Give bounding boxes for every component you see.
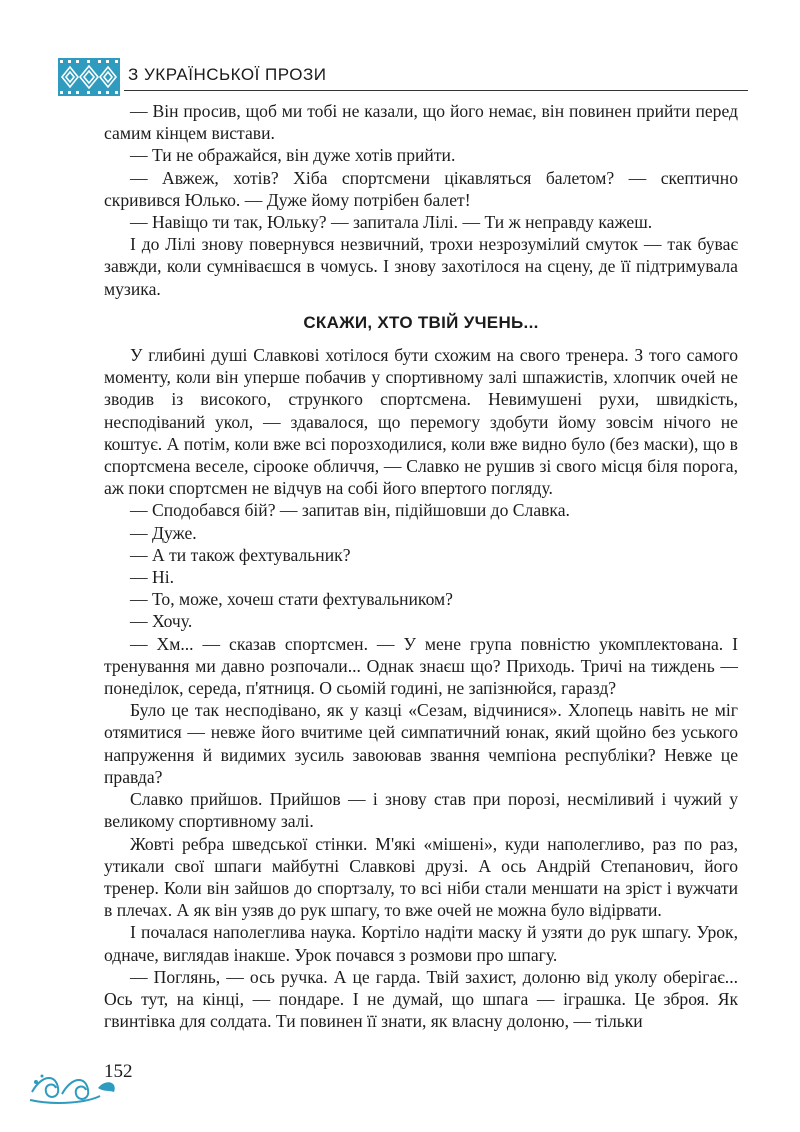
header-divider: [124, 90, 748, 91]
paragraph: І почалася наполеглива наука. Кортіло надіти маску й узяти до рук шпагу. Урок, одначе, виглядав інакше. Урок почався з розмови про шпагу.: [104, 922, 738, 965]
paragraph: — А ти також фехтувальник?: [130, 544, 351, 565]
paragraph: — Ні.: [130, 567, 174, 588]
paragraph: Було це так несподівано, як у казці «Сезам, відчинися». Хлопець навіть не міг отямитися — невже його вчитиме цей симпатичний юнак, який щойно без уського напруження й видимих зусиль завоював звання чемпіона республіки? Невже це правда?: [104, 700, 738, 787]
paragraph: — Сподобався бій? — запитав він, підійшовши до Славка.: [130, 500, 570, 521]
paragraph: — Поглянь, — ось ручка. А це гарда. Твій захист, долоню від уколу оберігає... Ось тут, на кінці, — пондаре. І не думай, що шпага — іграшка. Це зброя. Як гвинтівка для солдата. Ти повинен її знати, як власну долоню, — тільки: [104, 966, 738, 1032]
paragraph: — Хм... — сказав спортсмен. — У мене група повністю укомплектована. І тренування ми давно розпочали... Однак знаєш що? Приходь. Тричі на тиждень — понеділок, середа, п'ятниця. О сьомій годині, не запізнюйся, гаразд?: [104, 633, 738, 699]
paragraph: Славко прийшов. Прийшов — і знову став при порозі, несміливий і чужий у великому спортивному залі.: [104, 789, 738, 832]
paragraph: — То, може, хочеш стати фехтувальником?: [130, 589, 453, 610]
paragraph: — Навіщо ти так, Юльку? — запитала Лілі. — Ти ж неправду кажеш.: [130, 212, 653, 233]
embroidery-ornament-icon: [58, 58, 120, 96]
paragraph: І до Лілі знову повернувся незвичний, трохи незрозумілий смуток — так буває завжди, коли сумніваєшся в чомусь. І знову захотілося на сцену, де її підтримувала музика.: [104, 234, 738, 299]
paragraph: — Він просив, щоб ми тобі не казали, що його немає, він повинен прийти перед самим кінцем вистави.: [104, 101, 738, 144]
paragraph: — Дуже.: [130, 522, 197, 543]
paragraph: — Авжеж, хотів? Хіба спортсмени цікавляться балетом? — скептично скривився Юлько. — Дуже йому потрібен балет!: [104, 167, 738, 210]
paragraph: — Хочу.: [130, 611, 193, 632]
paragraph: У глибині душі Славкові хотілося бути схожим на свого тренера. З того самого моменту, коли він уперше побачив у спортивному залі шпажистів, хлопчик очей не зводив із високого, стрункого спортсмена. Невимушені рухи, швидкість, несподіваний укол, — здавалося, що перемогу здобути йому зовсім нічого не коштує. А потім, коли вже всі порозходилися, коли вже видно було (без маски), що в спортсмена веселе, сіроокe обличчя, — Славко не рушив зі свого місця біля порога, аж поки спортсмен не відчув на собі його впертого погляду.: [104, 345, 738, 499]
section-title: З УКРАЇНСЬКОЇ ПРОЗИ: [128, 65, 327, 84]
paragraph: — Ти не ображайся, він дуже хотів прийти.: [130, 145, 456, 166]
paragraph: Жовті ребра шведської стінки. М'які «мішені», куди наполегливо, раз по раз, утикали свої шпаги майбутні Славкові друзі. А ось Андрій Степанович, його тренер. Коли він зайшов до спортзалу, то всі ніби стали меншати на зріст і вужчати в плечах. А як він узяв до рук шпагу, то вже очей не можна було відірвати.: [104, 833, 738, 921]
page-body: [104, 100, 738, 1032]
page-number: 152: [104, 1061, 133, 1082]
wave-ornament-icon: [28, 1062, 168, 1108]
page-header: [58, 58, 748, 98]
chapter-title: СКАЖИ, ХТО ТВІЙ УЧЕНЬ...: [303, 312, 539, 332]
